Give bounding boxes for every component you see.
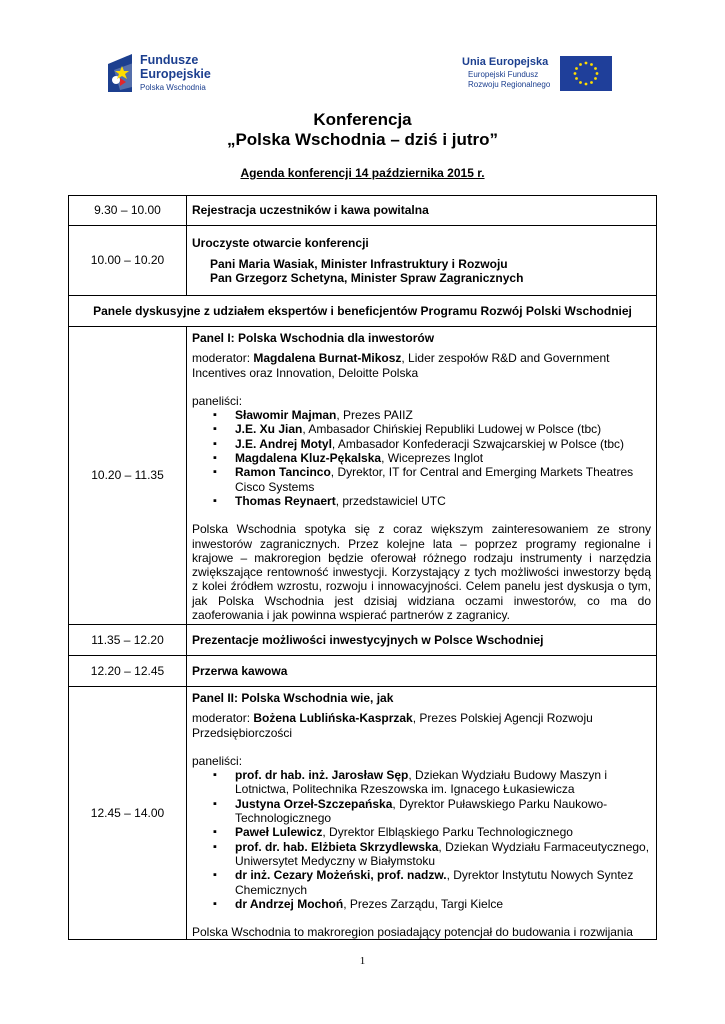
list-item: ▪ Ramon Tancinco, Dyrektor, IT for Central and Emerging Markets Theatres Cisco Systems (235, 465, 651, 494)
session-title: Przerwa kawowa (187, 656, 657, 687)
panelists-list (192, 768, 651, 911)
panel-description: Polska Wschodnia spotyka się z coraz większym zainteresowaniem ze strony inwestorów zagranicznych. Przez kolejne lata – poprzez programy regionalne i krajowe – makroregion będzie oferował różnego rodzaju instrumenty i narzędzia zwiększające rentowność inwestycji. Korzystający z tych możliwości inwestorzy będą z kolei źródłem wzrostu, rozwoju i innowacyjności. Celem panelu jest dyskusja o tym, jak Polska Wschodnia jest dzisiaj widziana oczami inwestorów, co ma do zaoferowania i jak powinna wspierać partnerów z zagranicy. (192, 522, 651, 623)
moderator (192, 711, 651, 740)
list-item: ▪ Sławomir Majman, Prezes PAIIZ (235, 408, 651, 422)
agenda-heading: Agenda konferencji 14 października 2015 r. (240, 166, 485, 180)
panelists-list (192, 408, 651, 508)
time-cell: 12.20 – 12.45 (69, 656, 187, 687)
conference-subtitle: „Polska Wschodnia – dziś i jutro” (226, 130, 499, 149)
fe-logo-line2: Europejskie (140, 66, 211, 81)
speaker: Pan Grzegorz Schetyna, Minister Spraw Zagranicznych (210, 271, 524, 286)
agenda-table (68, 195, 657, 940)
panelists-label: paneliści: (192, 753, 243, 768)
moderator-name: Bożena Lublińska-Kasprzak (253, 711, 413, 726)
conference-title: Konferencja (313, 110, 412, 129)
panelists-label: paneliści: (192, 393, 243, 408)
agenda-row (69, 687, 657, 940)
time-cell: 12.45 – 14.00 (69, 687, 187, 940)
panel-description: Polska Wschodnia to makroregion posiadający potencjał do budowania i rozwijania (192, 925, 633, 940)
fe-logo-line1: Fundusze (140, 53, 199, 67)
list-item: ▪ dr Andrzej Mochoń, Prezes Zarządu, Targi Kielce (235, 897, 651, 911)
moderator-role: , Prezes Polskiej Agencji Rozwoju Przedsiębiorczości (192, 711, 593, 740)
moderator-label: moderator: (192, 711, 254, 726)
session-title: Prezentacje możliwości inwestycyjnych w Polsce Wschodniej (187, 625, 657, 656)
ue-logo-title: Unia Europejska (462, 56, 549, 68)
list-item: ▪ Paweł Lulewicz, Dyrektor Elbląskiego Parku Technologicznego (235, 825, 651, 839)
list-item: ▪ dr inż. Cezary Możeński, prof. nadzw., Dyrektor Instytutu Nowych Syntez Chemicznych (235, 868, 651, 897)
agenda-row (69, 656, 657, 687)
list-item: ▪ J.E. Xu Jian, Ambasador Chińskiej Republiki Ludowej w Polsce (tbc) (235, 422, 651, 436)
moderator-label: moderator: (192, 351, 254, 366)
moderator-role: , Lider zespołów R&D and Government Incentives oraz Innovation, Deloitte Polska (192, 351, 610, 380)
list-item: ▪ Thomas Reynaert, przedstawiciel UTC (235, 494, 651, 508)
speaker: Pani Maria Wasiak, Minister Infrastruktury i Rozwoju (210, 256, 508, 271)
list-item: ▪ prof. dr hab. inż. Jarosław Sęp, Dziekan Wydziału Budowy Maszyn i Lotnictwa, Politechnika Rzeszowska im. Ignacego Łukasiewicza (235, 768, 651, 797)
eu-flag-icon (560, 56, 612, 91)
agenda-row (69, 296, 657, 327)
time-cell: 10.00 – 10.20 (69, 226, 187, 296)
moderator (192, 351, 651, 380)
session-title: Uroczyste otwarcie konferencji (192, 235, 369, 250)
panel-title: Panel II: Polska Wschodnia wie, jak (192, 691, 394, 705)
list-item: ▪ J.E. Andrej Motyl, Ambasador Konfederacji Szwajcarskiej w Polsce (tbc) (235, 437, 651, 451)
panel-title: Panel I: Polska Wschodnia dla inwestorów (192, 331, 435, 345)
ue-logo-line2: Rozwoju Regionalnego (468, 79, 551, 89)
list-item: ▪ prof. dr. hab. Elżbieta Skrzydlewska, Dziekan Wydziału Farmaceutycznego, Uniwersytet Medyczny w Białymstoku (235, 840, 651, 869)
page-number: 1 (359, 955, 366, 967)
moderator-name: Magdalena Burnat-Mikosz (253, 351, 402, 366)
list-item: ▪ Justyna Orzeł-Szczepańska, Dyrektor Puławskiego Parku Naukowo-Technologicznego (235, 797, 651, 826)
agenda-row (69, 226, 657, 296)
time-cell: 10.20 – 11.35 (69, 327, 187, 625)
time-cell: 11.35 – 12.20 (69, 625, 187, 656)
agenda-row (69, 327, 657, 625)
section-heading: Panele dyskusyjne z udziałem ekspertów i beneficjentów Programu Rozwój Polski Wschodniej (69, 296, 657, 327)
time-cell: 9.30 – 10.00 (69, 196, 187, 226)
session-title: Rejestracja uczestników i kawa powitalna (187, 196, 657, 226)
fundusze-europejskie-logo (106, 52, 226, 96)
ue-logo-line1: Europejski Fundusz (468, 70, 539, 79)
agenda-row (69, 196, 657, 226)
fe-logo-subtitle: Polska Wschodnia (140, 83, 206, 92)
agenda-row (69, 625, 657, 656)
list-item: ▪ Magdalena Kluz-Pękalska, Wiceprezes Inglot (235, 451, 651, 465)
unia-europejska-logo (462, 56, 614, 92)
fe-emblem-icon (106, 52, 138, 94)
